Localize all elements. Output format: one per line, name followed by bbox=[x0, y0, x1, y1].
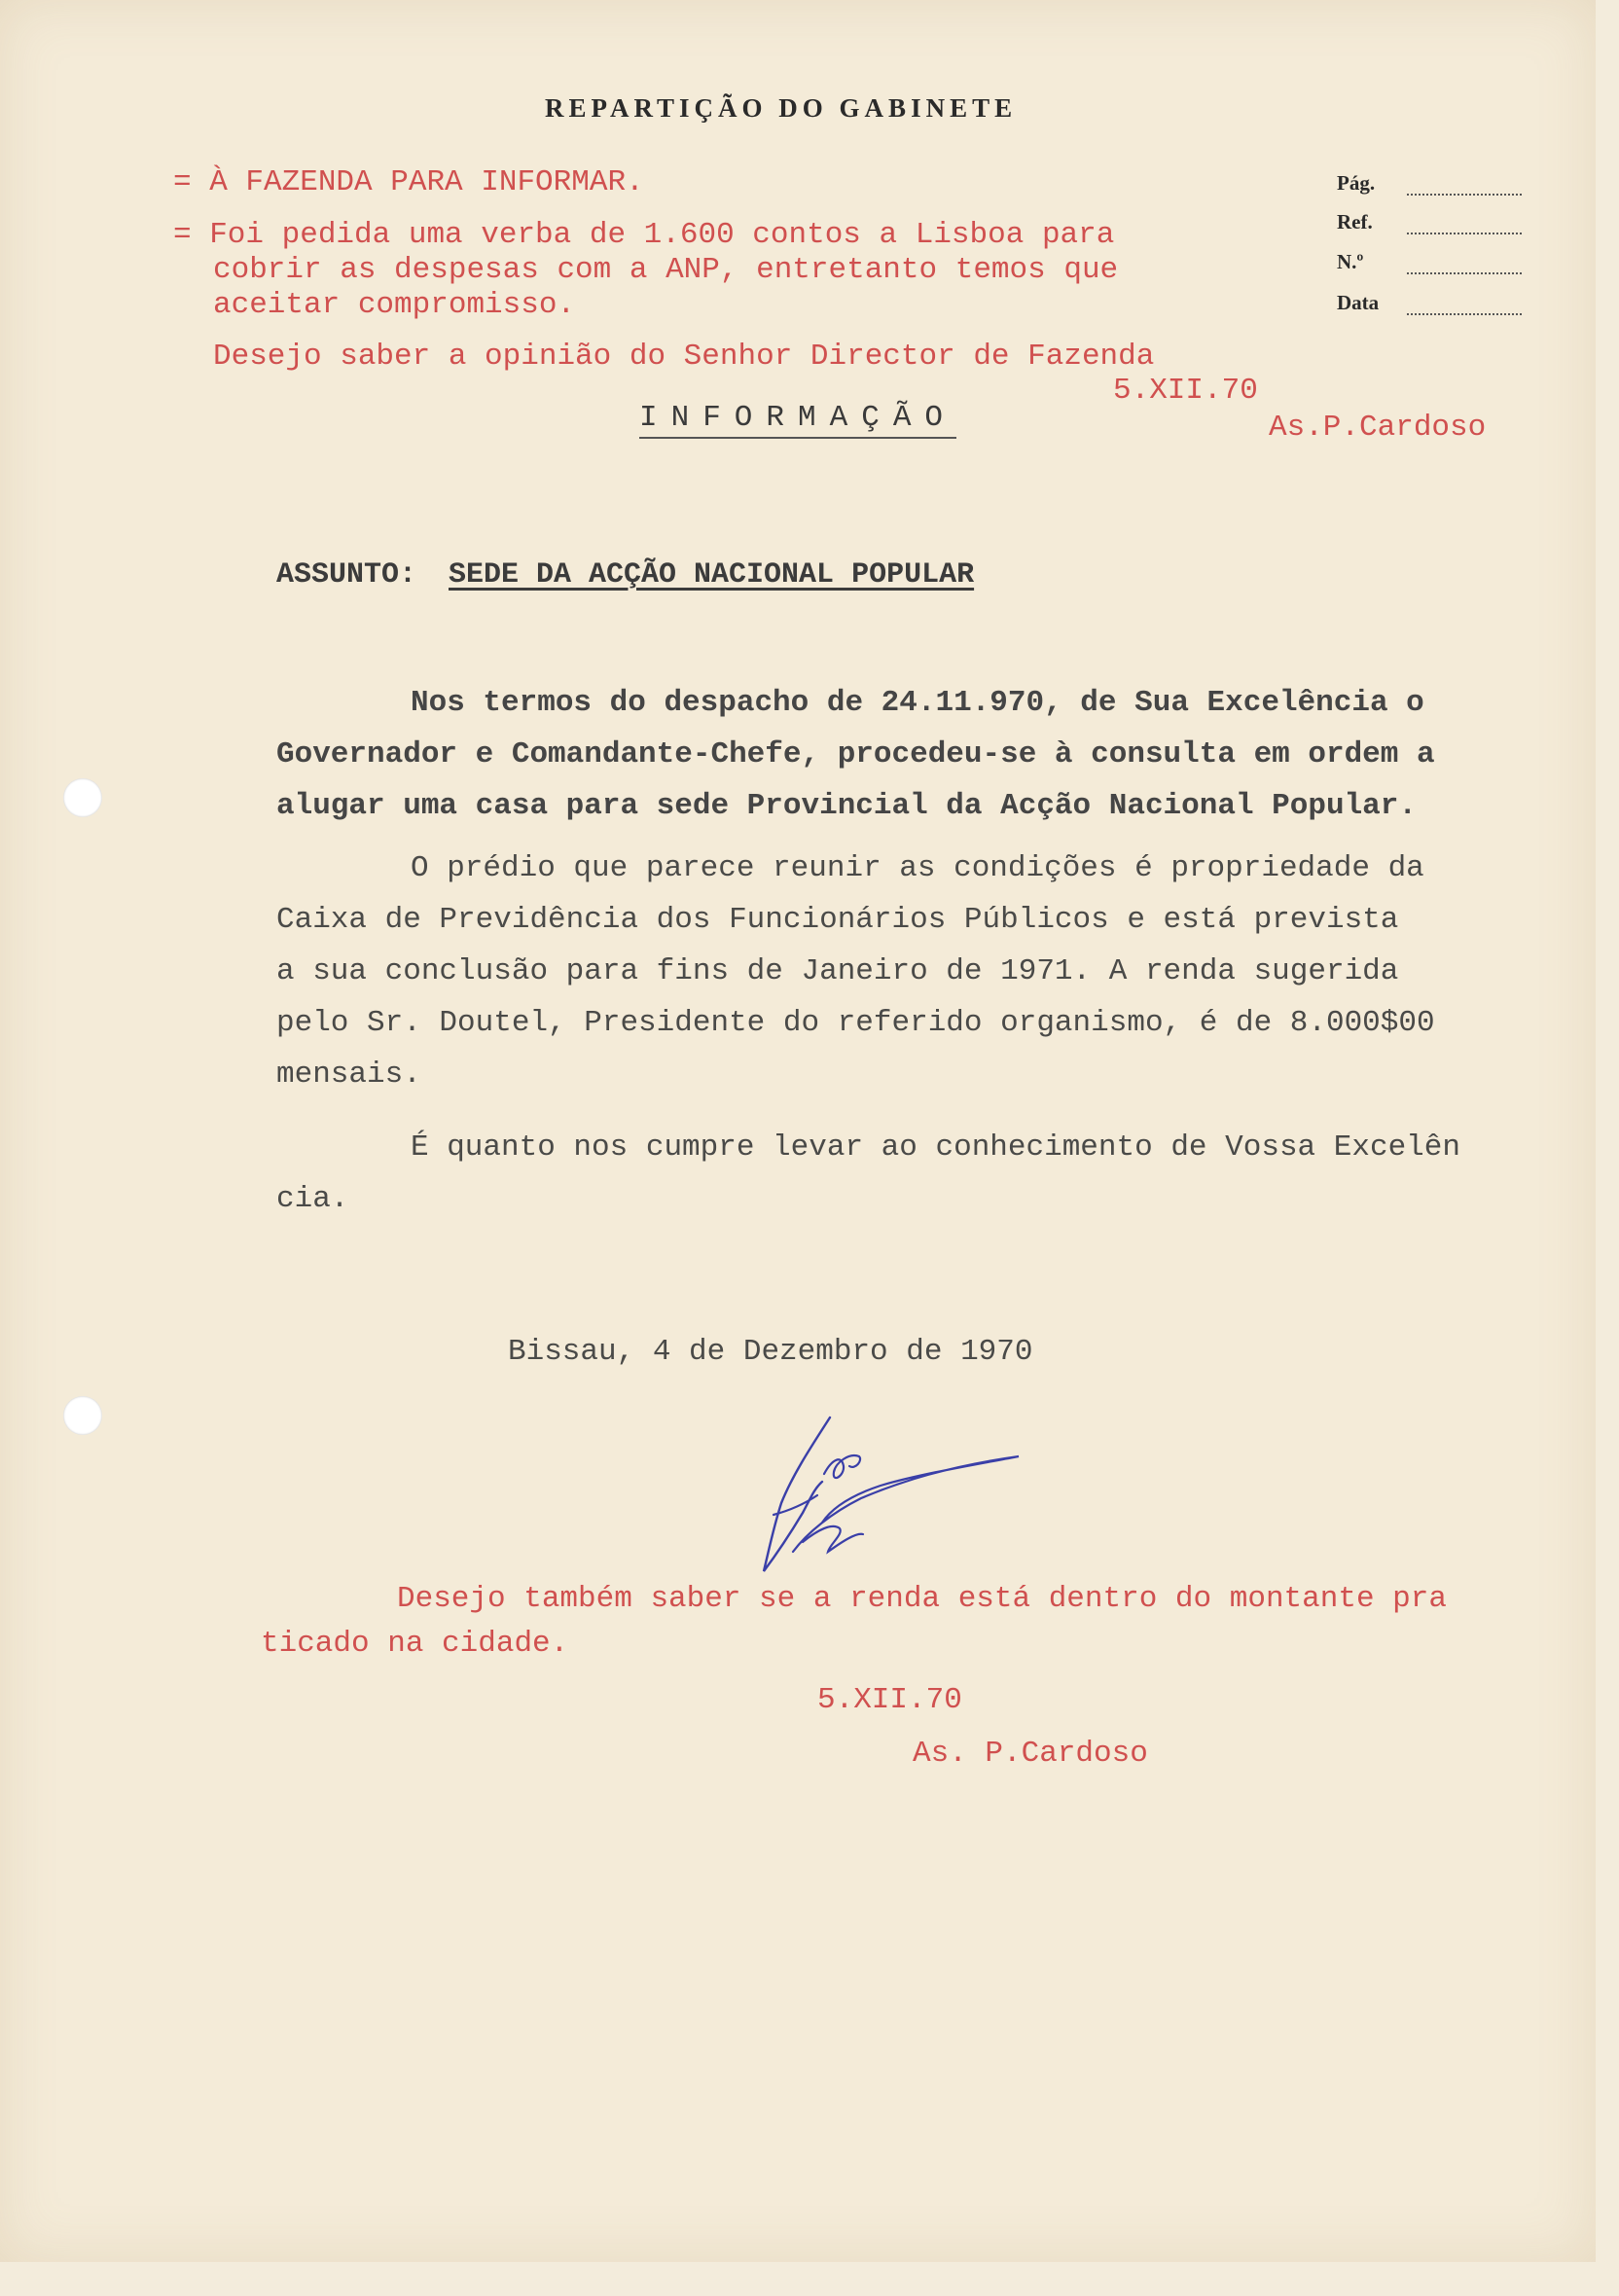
top-note-line-1: = À FAZENDA PARA INFORMAR. bbox=[173, 165, 644, 199]
document-title: INFORMAÇÃO bbox=[639, 401, 956, 439]
ref-dots-ref bbox=[1407, 233, 1522, 234]
bottom-note-date: 5.XII.70 bbox=[817, 1683, 962, 1717]
bottom-note-signature: As. P.Cardoso bbox=[913, 1737, 1148, 1771]
ref-label-pag: Pág. bbox=[1337, 171, 1376, 195]
top-note-line-3: cobrir as despesas com a ANP, entretanto temos que bbox=[213, 253, 1119, 287]
top-note-line-5: Desejo saber a opinião do Senhor Director de Fazenda bbox=[213, 340, 1155, 374]
ref-label-num: N.º bbox=[1337, 250, 1364, 273]
punch-hole-bottom bbox=[63, 1396, 102, 1435]
place-date: Bissau, 4 de Dezembro de 1970 bbox=[508, 1335, 1033, 1369]
subject-label: ASSUNTO: bbox=[276, 558, 417, 592]
subject-value: SEDE DA ACÇÃO NACIONAL POPULAR bbox=[449, 558, 975, 592]
body-p2-line-3: a sua conclusão para fins de Janeiro de 1971. A renda sugerida bbox=[276, 954, 1399, 988]
body-p3-line-1: É quanto nos cumpre levar ao conhecimento de Vossa Excelên bbox=[411, 1130, 1460, 1165]
top-note-signature: As.P.Cardoso bbox=[1269, 411, 1487, 445]
top-note-line-4: aceitar compromisso. bbox=[213, 288, 576, 322]
body-p1-line-1: Nos termos do despacho de 24.11.970, de Sua Excelência o bbox=[411, 686, 1424, 720]
body-p3-line-2: cia. bbox=[276, 1182, 349, 1216]
ref-dots-data bbox=[1407, 313, 1522, 315]
handwritten-signature bbox=[735, 1406, 1026, 1591]
body-p2-line-2: Caixa de Previdência dos Funcionários Públicos e está prevista bbox=[276, 903, 1399, 937]
top-note-line-2: = Foi pedida uma verba de 1.600 contos a Lisboa para bbox=[173, 218, 1115, 252]
ref-label-ref: Ref. bbox=[1337, 210, 1373, 233]
bottom-note-line-1: Desejo também saber se a renda está dentro do montante pra bbox=[397, 1582, 1447, 1616]
punch-hole-top bbox=[63, 778, 102, 817]
body-p2-line-5: mensais. bbox=[276, 1058, 421, 1092]
body-p1-line-2: Governador e Comandante-Chefe, procedeu-se à consulta em ordem a bbox=[276, 737, 1435, 771]
body-p1-line-3: alugar uma casa para sede Provincial da Acção Nacional Popular. bbox=[276, 789, 1417, 823]
ref-dots-pag bbox=[1407, 194, 1522, 196]
ref-label-data: Data bbox=[1337, 291, 1380, 314]
department-heading: REPARTIÇÃO DO GABINETE bbox=[545, 93, 1018, 123]
top-note-date: 5.XII.70 bbox=[1113, 374, 1258, 408]
bottom-note-line-2: ticado na cidade. bbox=[261, 1627, 569, 1661]
body-p2-line-1: O prédio que parece reunir as condições é propriedade da bbox=[411, 851, 1424, 885]
ref-dots-num bbox=[1407, 272, 1522, 274]
body-p2-line-4: pelo Sr. Doutel, Presidente do referido organismo, é de 8.000$00 bbox=[276, 1006, 1435, 1040]
